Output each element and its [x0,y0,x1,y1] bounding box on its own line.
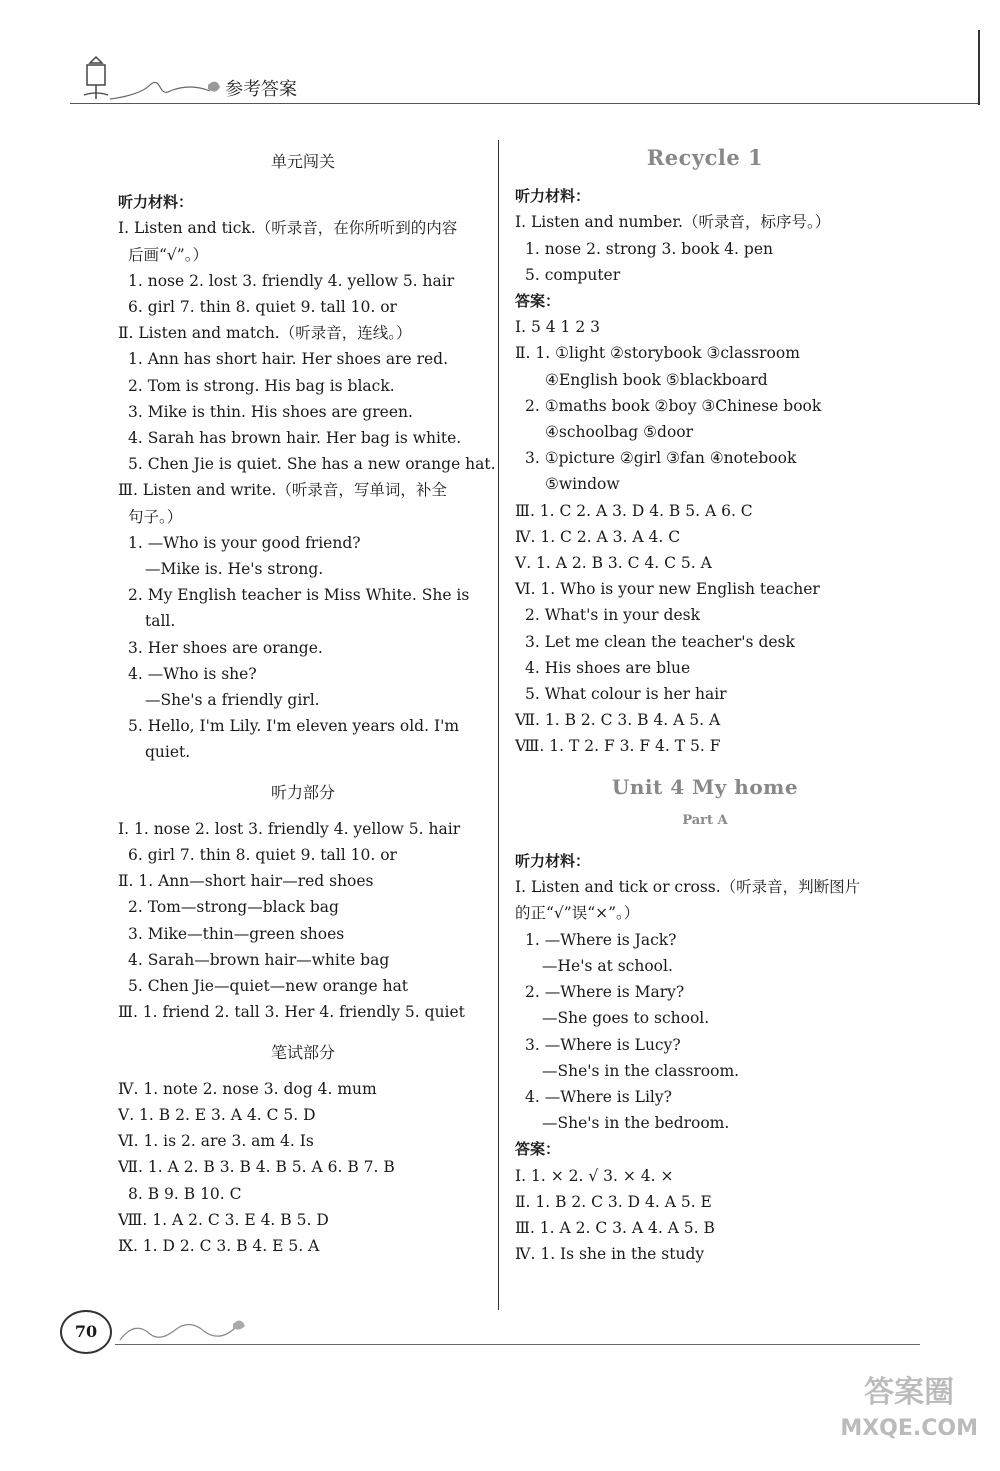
section-title-part-a: Part A [682,812,728,828]
answer-line: ④schoolbag ⑤door [545,423,694,442]
section-title-unit-test: 单元闯关 [270,152,335,171]
text-line: 1. nose 2. strong 3. book 4. pen [525,239,773,258]
page-number: 70 [60,1310,112,1354]
page-header [70,55,980,115]
text-line: Ⅲ. Listen and write.（听录音，写单词，补全 [118,481,447,500]
answer-line: Ⅲ. 1. friend 2. tall 3. Her 4. friendly 5. quiet [118,1003,465,1022]
text-line: tall. [145,612,176,631]
answer-line: 2. Tom—strong—black bag [128,898,339,917]
vine-ornament-icon [115,1310,275,1346]
text-line: 答案： [515,292,561,311]
text-line: 句子。） [128,507,183,526]
answer-line: Ⅷ. 1. A 2. C 3. E 4. B 5. D [118,1210,329,1229]
answer-line: Ⅰ. 1. nose 2. lost 3. friendly 4. yellow 5. hair [118,819,461,838]
text-line: 听力材料： [515,187,591,206]
answer-line: Ⅱ. 1. B 2. C 3. D 4. A 5. E [515,1192,712,1211]
watermark-url: MXQE.COM [840,1416,978,1441]
text-line: 4. —Where is Lily? [525,1087,672,1106]
lamp-ornament-icon [70,55,220,103]
answer-line: Ⅸ. 1. D 2. C 3. B 4. E 5. A [118,1236,320,1255]
header-rule [70,103,980,104]
answer-line: Ⅳ. 1. C 2. A 3. A 4. C [515,527,681,546]
text-line: 后画“√”。） [128,245,208,264]
footer-rule [115,1344,920,1345]
text-line: —She's in the bedroom. [542,1114,730,1133]
answer-line: Ⅳ. 1. note 2. nose 3. dog 4. mum [118,1079,377,1098]
answer-line: Ⅶ. 1. B 2. C 3. B 4. A 5. A [515,711,721,730]
text-line: Ⅰ. Listen and tick.（听录音，在你所听到的内容 [118,219,458,238]
answer-line: 8. B 9. B 10. C [128,1184,242,1203]
text-line: 3. —Where is Lucy? [525,1035,681,1054]
answer-line: Ⅳ. 1. Is she in the study [515,1245,705,1264]
answer-line: Ⅰ. 1. × 2. √ 3. × 4. × [515,1166,674,1185]
section-title-listening: 听力部分 [270,782,335,802]
answer-line: 2. ①maths book ②boy ③Chinese book [525,396,822,415]
text-line: 5. computer [525,265,621,284]
text-line: 答案： [515,1140,561,1159]
answer-line: Ⅵ. 1. Who is your new English teacher [515,580,820,599]
answer-line: Ⅷ. 1. T 2. F 3. F 4. T 5. F [515,737,721,756]
answer-line: ④English book ⑤blackboard [545,370,768,389]
watermark [840,1375,978,1447]
text-line: 4. Sarah has brown hair. Her bag is white. [128,429,462,448]
header-title: 参考答案 [225,79,297,100]
answer-line: 3. ①picture ②girl ③fan ④notebook [525,449,797,468]
answer-line: Ⅶ. 1. A 2. B 3. B 4. B 5. A 6. B 7. B [118,1158,395,1177]
text-line: 5. Chen Jie is quiet. She has a new orange hat. [128,455,496,474]
answer-line: 3. Let me clean the teacher's desk [525,632,795,651]
answer-line: Ⅲ. 1. A 2. C 3. A 4. A 5. B [515,1218,715,1237]
text-line: 2. Tom is strong. His bag is black. [128,376,395,395]
answer-line: Ⅴ. 1. B 2. E 3. A 4. C 5. D [118,1105,316,1124]
text-line: 3. Her shoes are orange. [128,638,323,657]
text-line: 2. —Where is Mary? [525,983,685,1002]
text-line: 的正“√”误“×”。） [515,904,640,923]
column-divider [498,140,499,1310]
text-line: 3. Mike is thin. His shoes are green. [128,402,413,421]
text-line: 6. girl 7. thin 8. quiet 9. tall 10. or [128,298,397,317]
header-vertical-rule [978,30,980,105]
answer-line: 2. What's in your desk [525,606,700,625]
answer-line: Ⅲ. 1. C 2. A 3. D 4. B 5. A 6. C [515,501,753,520]
section-title-recycle: Recycle 1 [646,145,764,170]
text-line: Ⅰ. Listen and number.（听录音，标序号。） [515,213,831,232]
section-title-unit4: Unit 4 My home [611,774,799,799]
text-line: —She's in the classroom. [542,1061,740,1080]
answer-line: 6. girl 7. thin 8. quiet 9. tall 10. or [128,846,397,865]
text-line: —He's at school. [542,956,673,975]
answer-line: 5. What colour is her hair [525,685,727,704]
answer-line: 4. His shoes are blue [525,658,691,677]
text-line: 5. Hello, I'm Lily. I'm eleven years old. I'm [128,717,460,736]
text-line: —She's a friendly girl. [145,691,320,710]
text-line: 4. —Who is she? [128,664,257,683]
answer-line: Ⅰ. 5 4 1 2 3 [515,318,600,337]
answer-line: Ⅱ. 1. ①light ②storybook ③classroom [515,344,800,363]
section-title-written: 笔试部分 [270,1042,335,1062]
answer-line: Ⅴ. 1. A 2. B 3. C 4. C 5. A [515,554,712,573]
answer-line: Ⅱ. 1. Ann—short hair—red shoes [118,872,374,891]
text-line: —Mike is. He's strong. [145,560,324,579]
text-line: quiet. [145,743,191,762]
text-line: 听力材料： [515,852,591,871]
answer-line: ⑤window [545,475,620,494]
answer-line: 5. Chen Jie—quiet—new orange hat [128,977,409,996]
text-line: Ⅱ. Listen and match.（听录音，连线。） [118,324,412,343]
text-line: 1. nose 2. lost 3. friendly 4. yellow 5. hair [128,271,455,290]
text-line: 听力材料： [118,193,194,212]
answer-line: 3. Mike—thin—green shoes [128,924,345,943]
text-line: Ⅰ. Listen and tick or cross.（听录音，判断图片 [515,878,861,897]
answer-line: 4. Sarah—brown hair—white bag [128,950,390,969]
text-line: 1. —Where is Jack? [525,930,677,949]
right-column [515,145,895,1267]
text-line: 1. —Who is your good friend? [128,533,361,552]
page-footer [60,1310,920,1350]
watermark-logo-text: 答案圈 [864,1375,955,1410]
text-line: 1. Ann has short hair. Her shoes are red. [128,350,449,369]
text-line: 2. My English teacher is Miss White. She is [128,586,470,605]
left-column [118,145,496,1259]
text-line: —She goes to school. [542,1009,710,1028]
answer-line: Ⅵ. 1. is 2. are 3. am 4. Is [118,1132,314,1151]
